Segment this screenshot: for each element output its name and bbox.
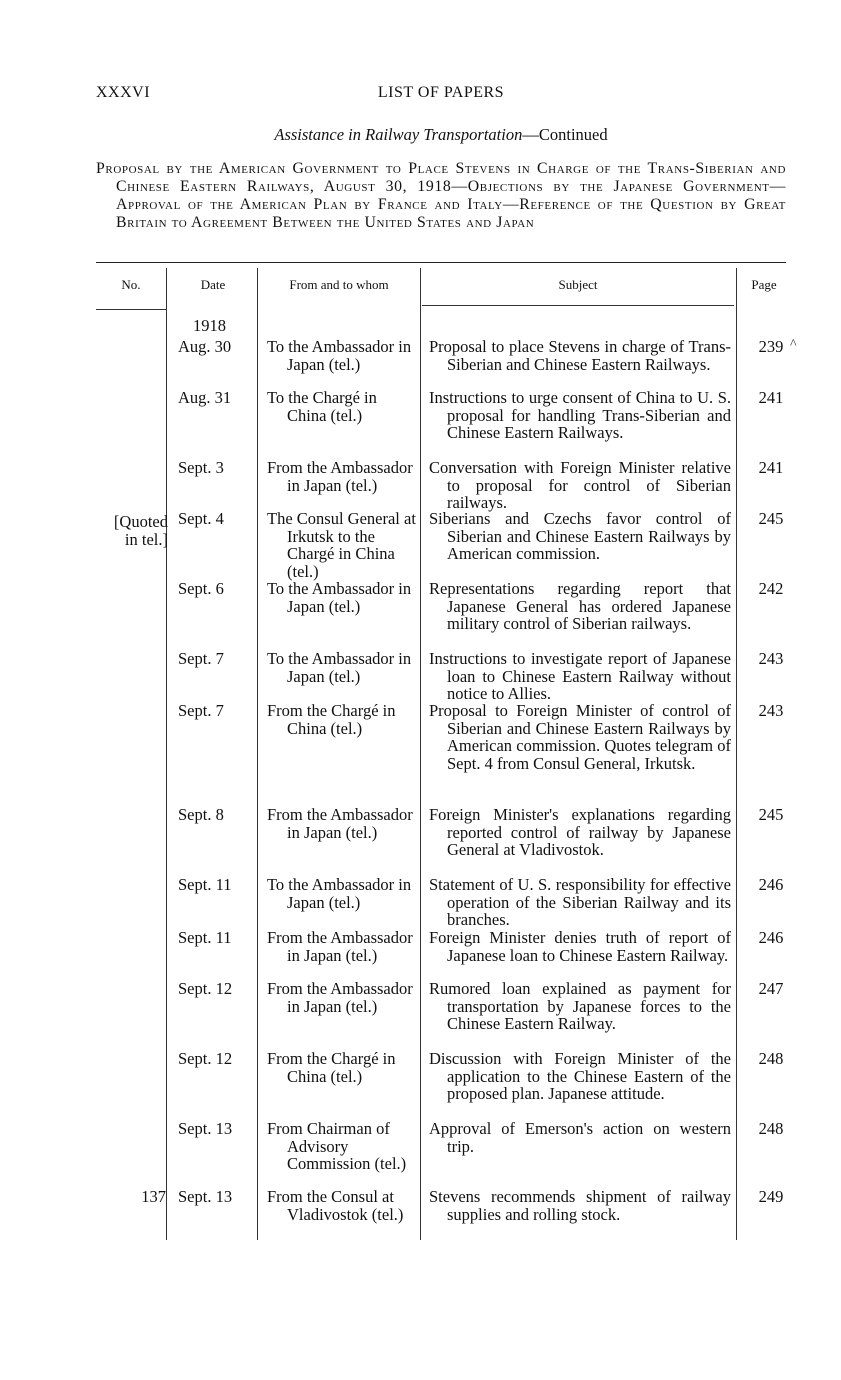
entry-subject <box>429 929 731 964</box>
column-divider-2 <box>257 268 258 1240</box>
entry-subject <box>429 1050 731 1103</box>
entry-number: 137 <box>141 1187 166 1206</box>
page-title: LIST OF PAPERS <box>377 84 505 101</box>
entry-subject <box>429 580 731 633</box>
entry-page: 248 <box>758 1049 784 1068</box>
entry-from-text: From the Ambassador in Japan (tel.) <box>267 928 413 965</box>
entry-page: 246 <box>758 928 784 947</box>
entry-date: Sept. 11 <box>178 875 232 894</box>
entry-subject-text: Proposal to Foreign Minister of control of Siberian and Chinese Eastern Railways by American commission. Quotes telegram of Sept. 4 from Consul General, Irkutsk. <box>429 701 731 773</box>
entry-from-text: From the Chargé in China (tel.) <box>267 701 396 738</box>
section-title <box>96 125 786 145</box>
entry-date: Aug. 31 <box>178 388 232 407</box>
entry-subject <box>429 510 731 563</box>
entry-subject <box>429 702 731 772</box>
page-number: XXXVI <box>96 84 151 101</box>
entry-date: Sept. 12 <box>178 979 233 998</box>
entry-page: 242 <box>758 579 784 598</box>
margin-mark: ^ <box>790 337 797 352</box>
quoted-note: [Quoted in tel.] <box>113 512 168 549</box>
entry-from <box>267 338 417 373</box>
entry-page: 249 <box>758 1187 784 1206</box>
entry-subject-text: Approval of Emerson's action on western trip. <box>429 1119 731 1156</box>
entry-subject <box>429 980 731 1033</box>
proposal-heading <box>96 160 786 232</box>
entry-subject-text: Discussion with Foreign Minister of the application to the Chinese Eastern of the proposed plan. Japanese attitude. <box>429 1049 731 1103</box>
entry-subject <box>429 1120 731 1155</box>
entry-subject-text: Conversation with Foreign Minister relative to proposal for control of Siberian railways. <box>429 458 731 512</box>
column-header-from: From and to whom <box>289 277 389 292</box>
entry-subject-text: Representations regarding report that Japanese General has ordered Japanese military control of Siberian railways. <box>429 579 731 633</box>
entry-from <box>267 650 417 685</box>
column-header-no: No. <box>121 277 141 292</box>
entry-page: 239 <box>758 337 784 356</box>
entry-date: Sept. 7 <box>178 649 224 668</box>
entry-from <box>267 929 417 964</box>
entry-subject <box>429 876 731 929</box>
entry-from-text: To the Ambassador in Japan (tel.) <box>267 875 412 912</box>
entry-subject-text: Siberians and Czechs favor control of Siberian and Chinese Eastern Railways by American commission. <box>429 509 731 563</box>
entry-from <box>267 580 417 615</box>
entry-page: 247 <box>758 979 784 998</box>
entry-subject-text: Proposal to place Stevens in charge of Trans-Siberian and Chinese Eastern Railways. <box>429 337 731 374</box>
section-title-italic: Assistance in Railway Transportation <box>274 125 523 144</box>
entry-from-text: To the Chargé in China (tel.) <box>267 388 377 425</box>
entry-page: 243 <box>758 701 784 720</box>
entry-page: 241 <box>758 458 784 477</box>
entry-date: Sept. 6 <box>178 579 224 598</box>
entry-from <box>267 702 417 737</box>
entry-from-text: From the Consul at Vladivostok (tel.) <box>267 1187 404 1224</box>
entry-subject <box>429 459 731 512</box>
entry-page: 246 <box>758 875 784 894</box>
entry-date: Sept. 13 <box>178 1187 233 1206</box>
entry-from-text: The Consul General at Irkutsk to the Chargé in China (tel.) <box>267 509 416 581</box>
header-rule-subject <box>422 305 734 306</box>
entry-from <box>267 510 417 580</box>
entry-date: Sept. 7 <box>178 701 224 720</box>
entry-from-text: To the Ambassador in Japan (tel.) <box>267 579 412 616</box>
entry-date: Sept. 8 <box>178 805 224 824</box>
entry-subject-text: Instructions to investigate report of Japanese loan to Chinese Eastern Railway without notice to Allies. <box>429 649 731 703</box>
column-divider-1 <box>166 268 167 1240</box>
entry-from <box>267 459 417 494</box>
entry-from <box>267 980 417 1015</box>
entry-from <box>267 806 417 841</box>
entry-date: Sept. 3 <box>178 458 224 477</box>
entry-subject-text: Statement of U. S. responsibility for effective operation of the Siberian Railway and its branches. <box>429 875 731 929</box>
entry-subject-text: Stevens recommends shipment of railway supplies and rolling stock. <box>429 1187 731 1224</box>
entry-subject <box>429 1188 731 1223</box>
entry-subject <box>429 338 731 373</box>
entry-page: 243 <box>758 649 784 668</box>
entry-date: Sept. 13 <box>178 1119 233 1138</box>
column-header-date: Date <box>200 277 226 292</box>
entry-from <box>267 389 417 424</box>
entry-from <box>267 1120 417 1173</box>
entry-date: Sept. 11 <box>178 928 232 947</box>
entry-from-text: From the Ambassador in Japan (tel.) <box>267 805 413 842</box>
entry-page: 248 <box>758 1119 784 1138</box>
entry-from-text: From the Ambassador in Japan (tel.) <box>267 979 413 1016</box>
entry-from <box>267 1188 417 1223</box>
year-label: 1918 <box>193 316 226 335</box>
entry-from-text: To the Ambassador in Japan (tel.) <box>267 649 412 686</box>
proposal-heading-text: Proposal by the American Government to Place Stevens in Charge of the Trans-Siberian and Chinese Eastern Railways, August 30, 1918—Objections by the Japanese Government—Approval of the American Plan by France and Italy—Reference of the Question by Great Britain to Agreement Between the United States and Japan <box>96 160 786 231</box>
entry-subject-text: Rumored loan explained as payment for transportation by Japanese forces to the Chinese Eastern Railway. <box>429 979 731 1033</box>
entry-subject-text: Foreign Minister's explanations regarding reported control of railway by Japanese General at Vladivostok. <box>429 805 731 859</box>
entry-subject-text: Foreign Minister denies truth of report of Japanese loan to Chinese Eastern Railway. <box>429 928 731 965</box>
entry-subject <box>429 650 731 703</box>
column-header-subject: Subject <box>558 277 598 292</box>
entry-subject-text: Instructions to urge consent of China to U. S. proposal for handling Trans-Siberian and Chinese Eastern Railways. <box>429 388 731 442</box>
column-header-page: Page <box>751 277 777 292</box>
entry-page: 245 <box>758 805 784 824</box>
entry-subject <box>429 806 731 859</box>
section-title-continued: —Continued <box>522 125 608 144</box>
column-divider-3 <box>420 268 421 1240</box>
entry-subject <box>429 389 731 442</box>
entry-from-text: To the Ambassador in Japan (tel.) <box>267 337 412 374</box>
entry-from-text: From the Chargé in China (tel.) <box>267 1049 396 1086</box>
entry-from-text: From Chairman of Advisory Commission (tel.) <box>267 1119 407 1173</box>
entry-from <box>267 1050 417 1085</box>
entry-date: Sept. 4 <box>178 509 224 528</box>
header-rule-no <box>96 309 166 310</box>
entry-from-text: From the Ambassador in Japan (tel.) <box>267 458 413 495</box>
table-top-rule <box>96 262 786 263</box>
entry-page: 241 <box>758 388 784 407</box>
entry-date: Aug. 30 <box>178 337 232 356</box>
entry-date: Sept. 12 <box>178 1049 233 1068</box>
entry-from <box>267 876 417 911</box>
column-divider-4 <box>736 268 737 1240</box>
entry-page: 245 <box>758 509 784 528</box>
